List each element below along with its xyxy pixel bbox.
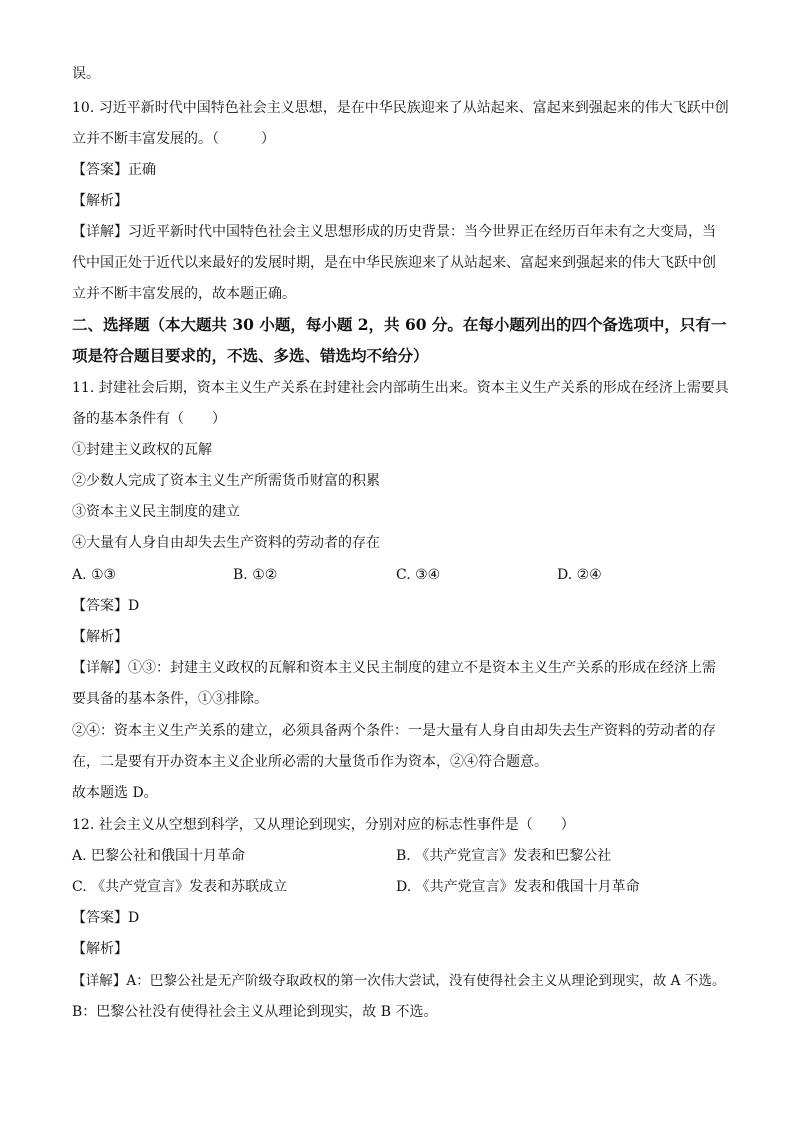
statement-4: ④大量有人身自由却失去生产资料的劳动者的存在	[72, 535, 380, 551]
answer-label: 【答案】D	[72, 910, 140, 926]
answer-label: 【答案】正确	[72, 162, 156, 178]
detail-explanation: ②④：资本主义生产关系的建立，必须具备两个条件：一是大量有人身自由却失去生产资料的劳动者的存	[72, 723, 716, 739]
question-10-stem: 10. 习近平新时代中国特色社会主义思想，是在中华民族迎来了从站起来、富起来到强起来的伟大飞跃中创	[72, 100, 729, 116]
question-11-stem: 11. 封建社会后期，资本主义生产关系在封建社会内部萌生出来。资本主义生产关系的形成在经济上需要具	[72, 380, 729, 396]
detail-explanation: 【详解】①③：封建主义政权的瓦解和资本主义民主制度的建立不是资本主义生产关系的形成在经济上需	[72, 660, 716, 676]
q11-option-a: A. ①③	[72, 567, 117, 583]
q12-option-d: D. 《共产党宣言》发表和俄国十月革命	[396, 879, 640, 895]
statement-2: ②少数人完成了资本主义生产所需货币财富的积累	[72, 473, 380, 489]
detail-explanation: 【详解】A：巴黎公社是无产阶级夺取政权的第一次伟大尝试，没有使得社会主义从理论到现实，故 A 不选。	[72, 973, 726, 989]
q11-option-b: B. ①②	[233, 567, 278, 583]
detail-explanation: 【详解】习近平新时代中国特色社会主义思想形成的历史背景：当今世界正在经历百年未有之大变局，当	[72, 224, 716, 240]
question-10-stem-cont: 立并不断丰富发展的。（ ）	[72, 131, 275, 147]
detail-explanation: 要具备的基本条件，①③排除。	[72, 691, 268, 707]
answer-label: 【答案】D	[72, 598, 140, 614]
detail-conclusion: 故本题选 D。	[72, 785, 158, 801]
analysis-label: 【解析】	[72, 629, 128, 645]
section-heading-cont: 项是符合题目要求的，不选、多选、错选均不给分）	[72, 346, 429, 365]
statement-3: ③资本主义民主制度的建立	[72, 504, 240, 520]
detail-explanation: 代中国正处于近代以来最好的发展时期，是在中华民族迎来了从站起来、富起来到强起来的伟大飞跃中创	[72, 255, 716, 271]
q11-option-c: C. ③④	[396, 567, 441, 583]
analysis-label: 【解析】	[72, 941, 128, 957]
detail-explanation: B：巴黎公社没有使得社会主义从理论到现实，故 B 不选。	[72, 1004, 438, 1020]
question-11-stem-cont: 备的基本条件有（ ）	[72, 411, 226, 427]
detail-explanation: 立并不断丰富发展的，故本题正确。	[72, 286, 296, 302]
text-line: 误。	[72, 66, 100, 82]
detail-explanation: 在，二是要有开办资本主义企业所必需的大量货币作为资本，②④符合题意。	[72, 754, 548, 770]
question-12-stem: 12. 社会主义从空想到科学，又从理论到现实，分别对应的标志性事件是（ ）	[72, 817, 575, 833]
q12-option-a: A. 巴黎公社和俄国十月革命	[72, 848, 246, 864]
section-heading: 二、选择题（本大题共 30 小题，每小题 2，共 60 分。在每小题列出的四个备选项中，只有一	[72, 315, 727, 334]
q12-option-b: B. 《共产党宣言》发表和巴黎公社	[396, 848, 612, 864]
statement-1: ①封建主义政权的瓦解	[72, 442, 212, 458]
q11-option-d: D. ②④	[557, 567, 602, 583]
q12-option-c: C. 《共产党宣言》发表和苏联成立	[72, 879, 288, 895]
analysis-label: 【解析】	[72, 193, 128, 209]
